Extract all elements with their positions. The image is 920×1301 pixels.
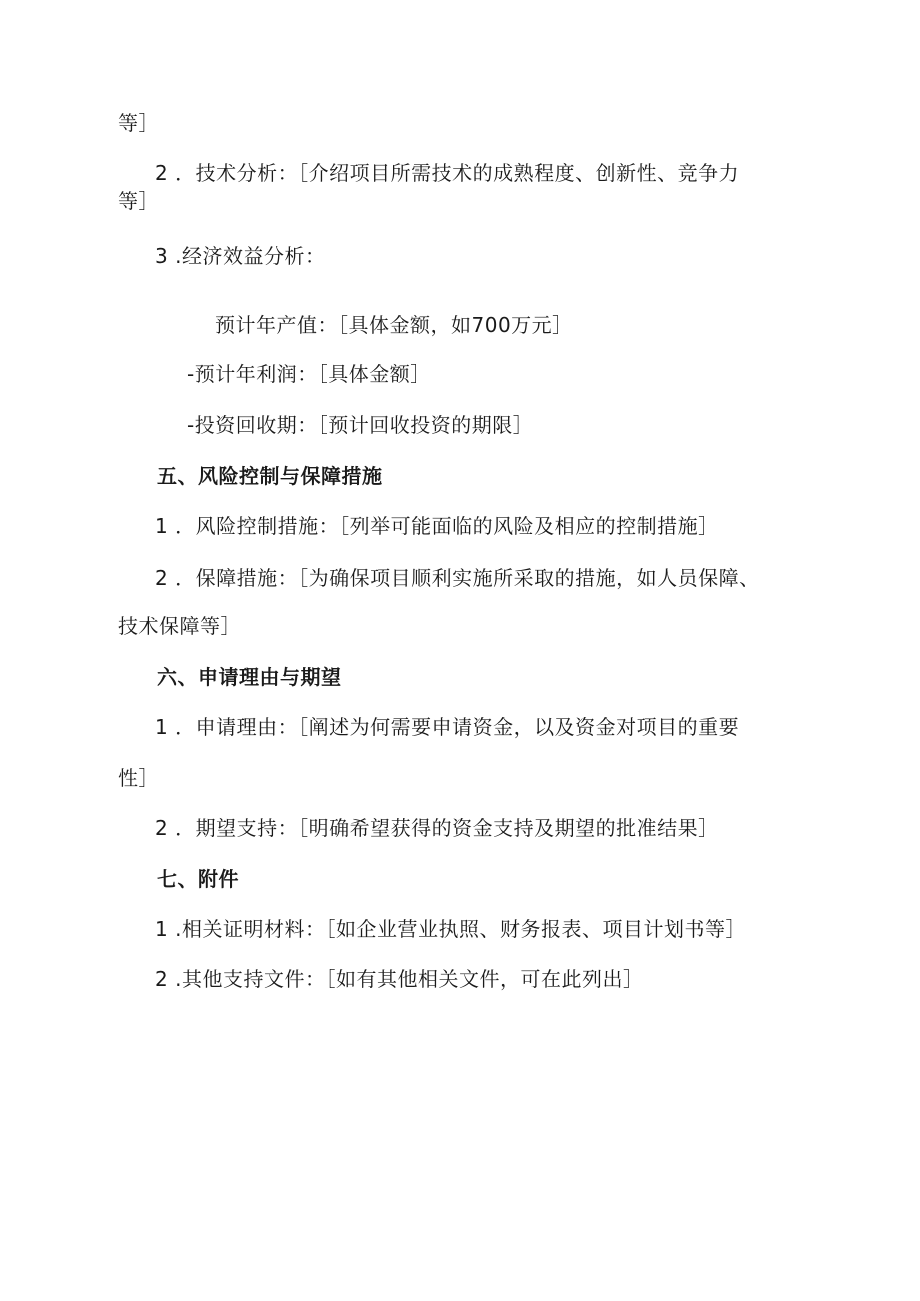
section-heading-attachments: 七、附件	[157, 867, 239, 891]
economic-analysis-title: 3 .经济效益分析：	[155, 244, 326, 268]
continuation-text: 等］	[118, 111, 159, 135]
reason-item-line-1: 1 ．申请理由：［阐述为何需要申请资金，以及资金对项目的重要	[155, 715, 740, 739]
tech-analysis-line-1: 2 ．技术分析：［介绍项目所需技术的成熟程度、创新性、竞争力	[155, 161, 740, 185]
expectation-item: 2 ．期望支持：［明确希望获得的资金支持及期望的批准结果］	[155, 816, 719, 840]
economic-item-payback-period: -投资回收期：［预计回收投资的期限］	[187, 413, 534, 437]
economic-item-annual-profit: -预计年利润：［具体金额］	[187, 362, 431, 386]
attachment-item-other-files: 2 .其他支持文件：［如有其他相关文件，可在此列出］	[155, 967, 644, 991]
section-heading-risk-control: 五、风险控制与保障措施	[157, 464, 383, 488]
safeguard-item-line-1: 2 ．保障措施：［为确保项目顺利实施所采取的措施，如人员保障、	[155, 566, 760, 590]
reason-item-line-2: 性］	[118, 766, 159, 790]
risk-control-item: 1 ．风险控制措施：［列举可能面临的风险及相应的控制措施］	[155, 514, 719, 538]
tech-analysis-line-2: 等］	[118, 189, 159, 213]
economic-item-annual-output: 预计年产值：［具体金额，如700万元］	[215, 313, 573, 337]
safeguard-item-line-2: 技术保障等］	[118, 614, 241, 638]
section-heading-reasons: 六、申请理由与期望	[157, 665, 342, 689]
attachment-item-certificates: 1 .相关证明材料：［如企业营业执照、财务报表、项目计划书等］	[155, 917, 746, 941]
